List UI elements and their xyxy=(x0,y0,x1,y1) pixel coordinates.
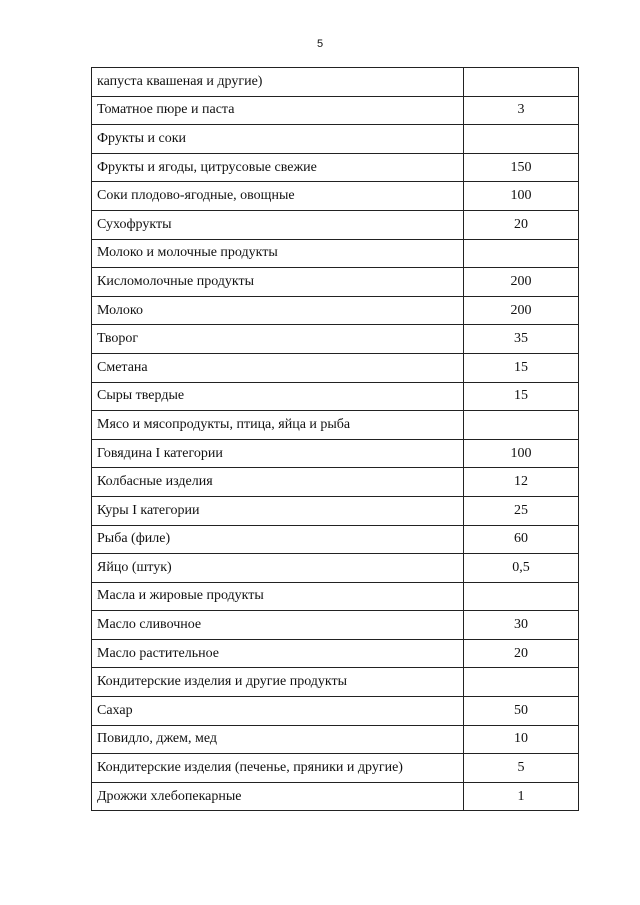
table-row xyxy=(92,582,579,611)
product-name-cell: Говядина I категории xyxy=(92,439,464,468)
table-row xyxy=(92,468,579,497)
table-row xyxy=(92,668,579,697)
product-name-cell: Мясо и мясопродукты, птица, яйца и рыба xyxy=(92,411,464,440)
quantity-cell: 0,5 xyxy=(464,554,579,583)
product-name-cell: Молоко и молочные продукты xyxy=(92,239,464,268)
table-row xyxy=(92,68,579,97)
product-name-cell: Молоко xyxy=(92,296,464,325)
table-row xyxy=(92,239,579,268)
quantity-cell: 1 xyxy=(464,782,579,811)
product-name-cell: Кондитерские изделия (печенье, пряники и другие) xyxy=(92,754,464,783)
quantity-cell: 150 xyxy=(464,153,579,182)
table-row xyxy=(92,268,579,297)
quantity-cell: 20 xyxy=(464,639,579,668)
product-name-cell: Сметана xyxy=(92,353,464,382)
quantity-cell xyxy=(464,68,579,97)
product-name-cell: Дрожжи хлебопекарные xyxy=(92,782,464,811)
product-name-cell: Масла и жировые продукты xyxy=(92,582,464,611)
product-name-cell: Фрукты и ягоды, цитрусовые свежие xyxy=(92,153,464,182)
table-row xyxy=(92,210,579,239)
quantity-cell: 50 xyxy=(464,697,579,726)
product-name-cell: Сухофрукты xyxy=(92,210,464,239)
quantity-cell: 60 xyxy=(464,525,579,554)
product-name-cell: Творог xyxy=(92,325,464,354)
quantity-cell: 200 xyxy=(464,296,579,325)
quantity-cell: 20 xyxy=(464,210,579,239)
table-row xyxy=(92,754,579,783)
product-name-cell: Сахар xyxy=(92,697,464,726)
quantity-cell: 100 xyxy=(464,182,579,211)
table-row xyxy=(92,639,579,668)
product-name-cell: Кисломолочные продукты xyxy=(92,268,464,297)
table-row xyxy=(92,525,579,554)
quantity-cell: 12 xyxy=(464,468,579,497)
table-row xyxy=(92,125,579,154)
product-name-cell: капуста квашеная и другие) xyxy=(92,68,464,97)
product-name-cell: Масло сливочное xyxy=(92,611,464,640)
table-row xyxy=(92,96,579,125)
table-row xyxy=(92,725,579,754)
product-name-cell: Повидло, джем, мед xyxy=(92,725,464,754)
table-row xyxy=(92,439,579,468)
table-row xyxy=(92,325,579,354)
table-row xyxy=(92,411,579,440)
quantity-cell xyxy=(464,668,579,697)
table-row xyxy=(92,782,579,811)
product-name-cell: Томатное пюре и паста xyxy=(92,96,464,125)
table-row xyxy=(92,182,579,211)
quantity-cell: 3 xyxy=(464,96,579,125)
quantity-cell: 100 xyxy=(464,439,579,468)
table-row xyxy=(92,153,579,182)
product-name-cell: Кондитерские изделия и другие продукты xyxy=(92,668,464,697)
product-name-cell: Яйцо (штук) xyxy=(92,554,464,583)
product-name-cell: Соки плодово-ягодные, овощные xyxy=(92,182,464,211)
quantity-cell xyxy=(464,125,579,154)
table-row xyxy=(92,496,579,525)
page-number: 5 xyxy=(316,38,324,50)
product-name-cell: Куры I категории xyxy=(92,496,464,525)
table-row xyxy=(92,382,579,411)
quantity-cell xyxy=(464,411,579,440)
quantity-cell: 25 xyxy=(464,496,579,525)
product-name-cell: Колбасные изделия xyxy=(92,468,464,497)
table-row xyxy=(92,353,579,382)
product-name-cell: Масло растительное xyxy=(92,639,464,668)
product-name-cell: Фрукты и соки xyxy=(92,125,464,154)
table-row xyxy=(92,296,579,325)
quantity-cell: 35 xyxy=(464,325,579,354)
table-row xyxy=(92,611,579,640)
quantity-cell: 30 xyxy=(464,611,579,640)
table-row xyxy=(92,554,579,583)
quantity-cell: 15 xyxy=(464,353,579,382)
quantity-cell xyxy=(464,239,579,268)
product-name-cell: Сыры твердые xyxy=(92,382,464,411)
food-norms-table xyxy=(91,67,579,811)
quantity-cell xyxy=(464,582,579,611)
table-row xyxy=(92,697,579,726)
quantity-cell: 200 xyxy=(464,268,579,297)
quantity-cell: 5 xyxy=(464,754,579,783)
quantity-cell: 10 xyxy=(464,725,579,754)
quantity-cell: 15 xyxy=(464,382,579,411)
product-name-cell: Рыба (филе) xyxy=(92,525,464,554)
